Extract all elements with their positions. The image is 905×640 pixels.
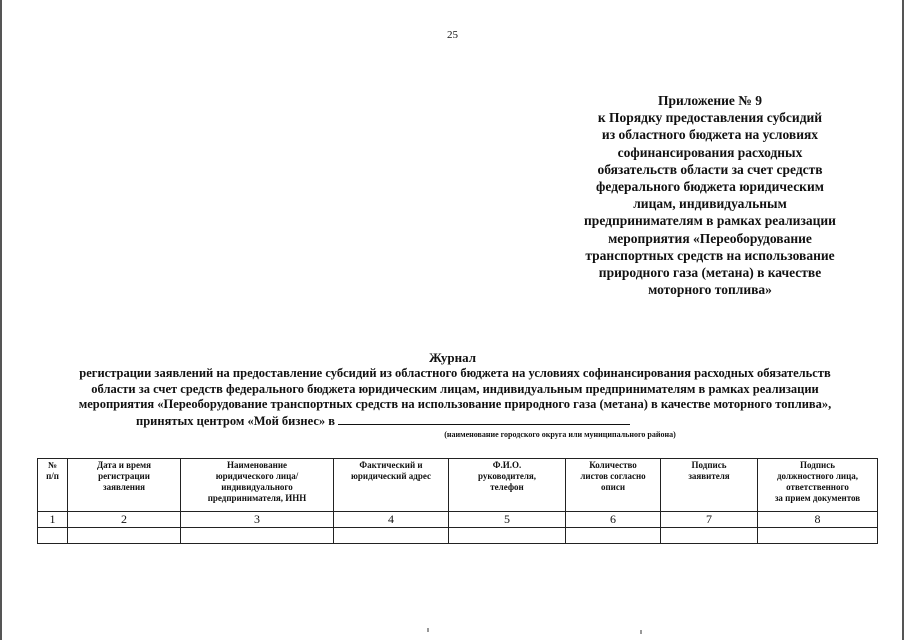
table-header-text: заявления <box>102 482 145 492</box>
accepted-by-line <box>0 413 630 429</box>
table-header-cell <box>661 459 758 512</box>
table-header-text: п/п <box>46 471 59 481</box>
table-header-text: заявителя <box>688 471 730 481</box>
blank-field-hint: (наименование городского округа или муниципального района) <box>444 430 676 439</box>
table-header-text: Подпись <box>800 460 835 470</box>
table-column-number: 6 <box>566 512 661 528</box>
accepted-by-text: принятых центром «Мой бизнес» в <box>136 414 335 428</box>
appendix-line: софинансирования расходных <box>617 144 803 160</box>
table-header-cell <box>449 459 566 512</box>
table-column-number: 3 <box>181 512 334 528</box>
appendix-line: федерального бюджета юридическим <box>596 179 824 195</box>
table-column-number: 4 <box>334 512 449 528</box>
table-header-text: листов согласно <box>580 471 646 481</box>
table-header-text: описи <box>600 482 626 492</box>
table-header-text: Ф.И.О. <box>492 460 522 470</box>
table-cell <box>181 528 334 544</box>
table-header-text: должностного лица, <box>776 471 859 481</box>
scan-edge-right <box>902 0 904 640</box>
journal-subtitle-line: мероприятия «Переоборудование транспортных средств на использование природного газа (метана) в качестве моторного топлива», <box>78 397 832 412</box>
table-column-number: 8 <box>758 512 878 528</box>
table-header-text: предпринимателя, ИНН <box>207 493 307 503</box>
table-header-cell <box>334 459 449 512</box>
table-header-cell <box>68 459 181 512</box>
scan-edge-left <box>0 0 2 640</box>
table-cell <box>449 528 566 544</box>
table-header-text: Фактический и <box>359 460 423 470</box>
appendix-line: транспортных средств на использование <box>585 247 835 263</box>
table-column-number: 7 <box>661 512 758 528</box>
table-header-text: юридического лица/ <box>215 471 299 481</box>
table-header-text: регистрации <box>98 471 150 481</box>
journal-subtitle-line: регистрации заявлений на предоставление субсидий из областного бюджета на условиях софинансирования расходных обязательств <box>79 366 831 380</box>
table-header-text: ответственного <box>786 482 849 492</box>
table-header-text: индивидуального <box>221 482 293 492</box>
table-header-text: Наименование <box>227 460 287 470</box>
table-cell <box>661 528 758 544</box>
table-row <box>38 528 878 544</box>
appendix-line: природного газа (метана) в качестве <box>598 265 822 281</box>
table-header-text: юридический адрес <box>351 471 431 481</box>
table-header-row <box>38 459 878 512</box>
table-header-text: Подпись <box>691 460 727 470</box>
table-header-text: № <box>47 460 58 470</box>
page-number: 25 <box>447 29 458 41</box>
table-header-cell <box>566 459 661 512</box>
appendix-line: обязательств области за счет средств <box>597 161 823 177</box>
table-header-text: телефон <box>490 482 524 492</box>
journal-subtitle-line: области за счет средств федерального бюджета юридическим лицам, индивидуальным предпринимателям в рамках реализации <box>91 381 819 396</box>
appendix-line: к Порядку предоставления субсидий <box>597 110 823 126</box>
journal-subtitle <box>30 366 880 413</box>
registry-table <box>37 458 878 544</box>
appendix-line: лицам, индивидуальным <box>633 196 787 212</box>
table-header-text: Дата и время <box>96 460 152 470</box>
table-header-text: Количество <box>589 460 637 470</box>
table-cell <box>566 528 661 544</box>
appendix-line: мероприятия «Переоборудование <box>608 230 812 246</box>
table-cell <box>68 528 181 544</box>
table-cell <box>758 528 878 544</box>
appendix-line: моторного топлива» <box>648 282 772 298</box>
table-header-cell <box>758 459 878 512</box>
table-column-number: 2 <box>68 512 181 528</box>
table-cell <box>38 528 68 544</box>
appendix-block <box>560 92 860 298</box>
scan-speck <box>640 630 642 634</box>
appendix-title: Приложение № 9 <box>658 93 762 108</box>
blank-field-line <box>338 413 630 425</box>
table-column-numbers-row <box>38 512 878 528</box>
scan-speck <box>427 628 429 632</box>
table-column-number: 1 <box>38 512 68 528</box>
table-column-number: 5 <box>449 512 566 528</box>
journal-title: Журнал <box>429 350 476 365</box>
table-header-cell <box>181 459 334 512</box>
appendix-line: из областного бюджета на условиях <box>601 127 819 143</box>
appendix-line: предпринимателям в рамках реализации <box>584 213 836 229</box>
table-header-text: за прием документов <box>774 493 861 503</box>
table-cell <box>334 528 449 544</box>
table-header-text: руководителя, <box>477 471 537 481</box>
table-header-cell <box>38 459 68 512</box>
